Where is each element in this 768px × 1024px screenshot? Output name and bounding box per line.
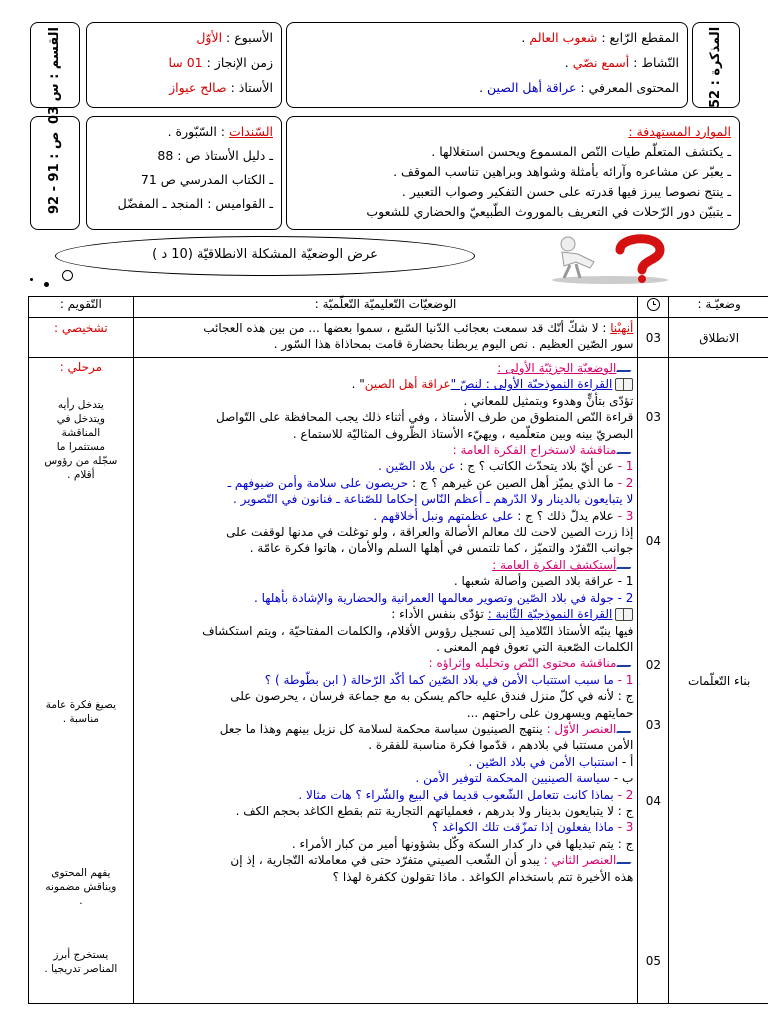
general-idea-title: أستكشف الفكرة العامة : — [492, 557, 617, 572]
activities-header: الوضعيّات التّعليميّة التّعلّميّة : — [133, 297, 638, 318]
time-value: 03 — [645, 718, 661, 732]
content-line: المحتوى المعرفي : عراقة أهل الصين . — [479, 80, 679, 95]
situation-header: وضعيّـة : — [669, 297, 768, 318]
sector-label: المقطع الرّابع : — [601, 30, 679, 45]
sector-line: المقطع الرّابع : شعوب العالم . — [521, 30, 679, 45]
question-number: 3 - — [617, 508, 634, 523]
model-reading-label: القراءة النموذجيّة الأولى : لنصّ " — [450, 377, 613, 392]
activity-label: النّشاط : — [633, 55, 679, 70]
book-icon — [615, 378, 633, 391]
table-header-row — [29, 297, 768, 318]
resources-title: الموارد المستهدفة : — [628, 124, 731, 139]
situation-cell — [669, 318, 768, 358]
diagnostic-label: تشخيصي : — [54, 321, 108, 335]
element-title: العنصر الأوّل : — [546, 721, 617, 736]
evaluation-note: يستخرج أبرز المناصر تدريجيا . — [44, 949, 118, 975]
resource-item: ـ ينتج نصوصا يبرز فيها قدرته على حسن التفكير وصواب التعبير . — [401, 184, 731, 199]
text-line: يبدو أن الشّعب الصيني متفرّد حتى في معاملاته التّجارية ، إذ إن — [230, 853, 544, 868]
pencil-icon — [616, 362, 636, 372]
text-line: تؤدّى بتأنٍّ وهدوء وبتمثيل للمعاني . — [463, 393, 634, 408]
answer-text: حمايتهم ويسهرون على راحتهم ... — [466, 705, 634, 720]
model-reading-label: القراءة النموذجيّة الثّانية : — [487, 607, 613, 622]
pages-box — [30, 116, 80, 230]
question-text: ما الذي يميّز أهل الصين عن غيرهم ؟ ج : — [408, 475, 618, 490]
resource-item: ـ يكتشف المتعلّم طيات النّص المسموع ويحسن استغلالها . — [431, 144, 731, 159]
class-box — [30, 22, 80, 124]
formative-label: مرحلي : — [59, 360, 103, 374]
general-idea: 1 - عراقة بلاد الصين وأصالة شعبها . — [453, 574, 634, 589]
evaluation-cell — [29, 318, 134, 358]
week-label: الأسبوع : — [226, 30, 273, 45]
activity-line: النّشاط : أسمع نصّي . — [564, 55, 679, 70]
text-line: ينتهج الصينيون سياسة محكمة لسلامة كل نزيل بينهم وهذا ما جعل — [219, 721, 547, 736]
pencil-icon — [616, 657, 636, 667]
teacher-label: الأستاذ : — [230, 80, 273, 95]
activity-value: أسمع نصّي — [572, 55, 630, 70]
content-label: المحتوى المعرفي : — [580, 80, 679, 95]
time-cell — [638, 358, 669, 1004]
class-label: القسم : س 03 — [47, 27, 62, 124]
activity-cell — [133, 358, 638, 1004]
intro-line: : لا شكّ أنّك قد سمعت بعجائب الدّنيا السّبع ، سموا بعضها ... من بين هذه العجائب — [203, 321, 611, 335]
discussion-title: مناقشة لاستخراج الفكرة العامة : — [452, 443, 617, 458]
week-value: الأوّل — [196, 30, 223, 45]
table-row — [29, 358, 768, 1004]
evaluation-note: يصيغ فكرة عامة مناسبة . — [45, 699, 116, 725]
activity-cell — [133, 318, 638, 358]
question-number: 2 - — [617, 475, 634, 490]
idea-prefix: أ - — [621, 754, 634, 769]
time-value: 03 — [645, 330, 661, 345]
table-row — [29, 318, 768, 358]
answer-text: عن بلاد الصّين . — [377, 459, 456, 474]
situation-build: بناء التّعلّمات — [687, 673, 751, 688]
clock-icon — [647, 298, 660, 311]
evaluation-note: يفهم المحتوى ويناقش مضمونه . — [45, 867, 117, 907]
bubble-dot — [62, 270, 73, 281]
duration-label: زمن الإنجاز : — [206, 55, 273, 70]
time-value: 05 — [645, 954, 661, 968]
resource-item: ـ يعبّر عن مشاعره وآرائه بأمثلة وشواهد وبراهين تناسب الموقف . — [393, 164, 731, 179]
text-line: جوانب التّفرّد والتميّز ، كما تلتمس في أهلها السلم والأمان ، هاتوا فكرة عامّة . — [249, 541, 634, 556]
duration-value: 01 سا — [168, 55, 203, 70]
answer-text: على عظمتهم ونبل أخلاقهم . — [373, 508, 514, 523]
partial-title: الوضعيّة الجزئيّة الأولى : — [497, 361, 617, 375]
answer-text: ج : يتم تبديلها في دار كدار السكة وكّل بشؤونها أمير من كبار الأمراء . — [291, 836, 634, 851]
question-text: عن أيّ بلاد يتحدّث الكاتب ؟ ج : — [455, 459, 618, 474]
supports-board: : السّبّورة . — [167, 124, 225, 139]
teacher-line — [169, 79, 273, 97]
question-text: علام يدلّ ذلك ؟ ج : — [513, 508, 618, 523]
question-number: 2 - — [617, 787, 634, 802]
text-line: فيها ينبّه الأستاذ التّلاميذ إلى تسجيل رؤوس الأقلام، والكلمات المفتاحيّة ، ويتم استكشاف — [202, 623, 634, 638]
week-line — [196, 29, 273, 47]
answer-text: ج : لأنه في كلّ منزل فندق عليه حاكم يسكن به مع جماعة فرسان ، يحرصون على — [230, 689, 634, 704]
text-line: إذا زرت الصين لاحت لك معالم الأصالة والعراقة ، ولو توغلت في مدنها لوقفت على — [226, 525, 634, 540]
intro-line: سور الصّين العظيم . نص اليوم يربطنا بحضارة قامت بمحاذاة هذا السّور . — [273, 337, 634, 352]
question-text: بماذا كانت تتعامل الشّعوب قديما في البيع والشّراء ؟ هات مثالا . — [298, 787, 618, 802]
pencil-icon — [616, 444, 636, 454]
pages-label: ص : 91 - 92 — [47, 131, 62, 215]
text-line: الكلمات الصّعبة التي تعوق فهم المعنى . — [436, 639, 634, 654]
intro-prefix: أنهيْنا — [610, 321, 634, 335]
analysis-title: مناقشة محتوى النّص وتحليله وإثراؤه : — [428, 656, 617, 671]
partial-idea: استتباب الأمن في بلاد الصّين . — [468, 754, 622, 769]
time-cell — [638, 318, 669, 358]
supports-item: ـ الكتاب المدرسي ص 71 — [140, 172, 273, 187]
sector-value: شعوب العالم — [529, 30, 598, 45]
question-number: 1 - — [617, 459, 634, 474]
bubble-dot — [44, 282, 49, 287]
answer-text: لا يتبايعون بالدينار ولا الدّرهم ـ أعظم النّاس إحكاما للصّناعة ـ فنانون في التّصوير . — [232, 492, 634, 507]
sector-box — [286, 22, 688, 108]
time-value: 03 — [645, 410, 661, 424]
punctuation: " . — [351, 377, 365, 392]
supports-title-line — [168, 123, 273, 141]
thought-bubble — [55, 236, 475, 276]
general-idea: 2 - جولة في بلاد الصّين وتصوير معالمها العمرانية والحضارية والإشادة بأهلها . — [253, 590, 634, 605]
book-icon — [615, 608, 633, 621]
situation-cell — [669, 358, 768, 1004]
evaluation-note: يتدخل رأيه ويتدخل في المناقشة مستثمرا ما سجّله من رؤوس أقلام . — [44, 399, 118, 481]
time-value: 04 — [645, 534, 661, 548]
evaluation-header: التّقويم : — [29, 297, 134, 318]
duration-line — [168, 54, 273, 72]
content-value: عراقة أهل الصين — [487, 80, 577, 95]
pencil-icon — [616, 854, 636, 864]
question-number: 1 - — [617, 672, 634, 687]
text-line: الأمن مستتبا في بلادهم ، قدّموا فكرة مناسبة للفقرة . — [368, 738, 634, 753]
text-title: عراقة أهل الصين — [364, 377, 451, 392]
question-number: 3 - — [617, 820, 634, 835]
supports-box — [86, 116, 282, 230]
evaluation-cell — [29, 358, 134, 1004]
teacher-value: صالح عيواز — [169, 80, 227, 95]
time-value: 02 — [645, 658, 661, 672]
pencil-icon — [616, 723, 636, 733]
idea-prefix: ب - — [613, 771, 634, 786]
memo-label: المذكرة : 52 — [708, 27, 723, 109]
answer-text: ج : لا يتبايعون بدينار ولا بدرهم ، فعملياتهم التجارية تتم بقطع الكاغد بحجم الكف . — [235, 803, 634, 818]
week-box — [86, 22, 282, 108]
element-title: العنصر الثاني : — [543, 853, 617, 868]
situation-launch: الانطلاق — [699, 330, 740, 345]
bubble-dot — [30, 278, 33, 281]
lesson-table — [28, 296, 768, 1004]
text-line: تؤدّى بنفس الأداء : — [391, 607, 488, 622]
resource-item: ـ يتبيّن دور الرّحلات في التعريف بالموروث الطّبيعيّ والحضاري للشعوب — [366, 204, 731, 219]
resources-box — [286, 116, 740, 230]
memo-box — [692, 22, 740, 108]
answer-text: حريصون على سلامة وأمن ضيوفهم ـ — [227, 475, 409, 490]
question-text: ما سبب استتباب الأمن في بلاد الصّين كما أكّد الرّحالة ( ابن بطّوطة ) ؟ — [264, 672, 618, 687]
supports-title: السّندات — [228, 124, 273, 139]
supports-item: ـ دليل الأستاذ ص : 88 — [157, 148, 273, 163]
question-text: ماذا يفعلون إذا تمزّقت تلك الكواغد ؟ — [431, 820, 618, 835]
partial-idea: سياسة الصينيين المحكمة لتوفير الأمن . — [415, 771, 614, 786]
time-header — [638, 297, 669, 318]
text-line: هذه الأخيرة تتم باستخدام الكواغد . ماذا تقولون ككفرة لهذا ؟ — [332, 869, 634, 884]
problem-title: عرض الوضعيّة المشكلة الانطلاقيّة (10 د ) — [152, 247, 378, 262]
pencil-icon — [616, 559, 636, 569]
text-line: البصريّ بينه وبين متعلّميه ، ويهيّء الأستاذ الظّروف المثاليّة للاستماع . — [292, 426, 634, 441]
thinking-figure-icon — [550, 232, 675, 284]
text-line: قراءة النّص المنطوق من طرف الأستاذ ، وفي أثناء ذلك يجب المحافظة على التّواصل — [216, 410, 634, 425]
supports-item: ـ القواميس : المنجد ـ المفضّل — [117, 196, 273, 211]
time-value: 04 — [645, 794, 661, 808]
